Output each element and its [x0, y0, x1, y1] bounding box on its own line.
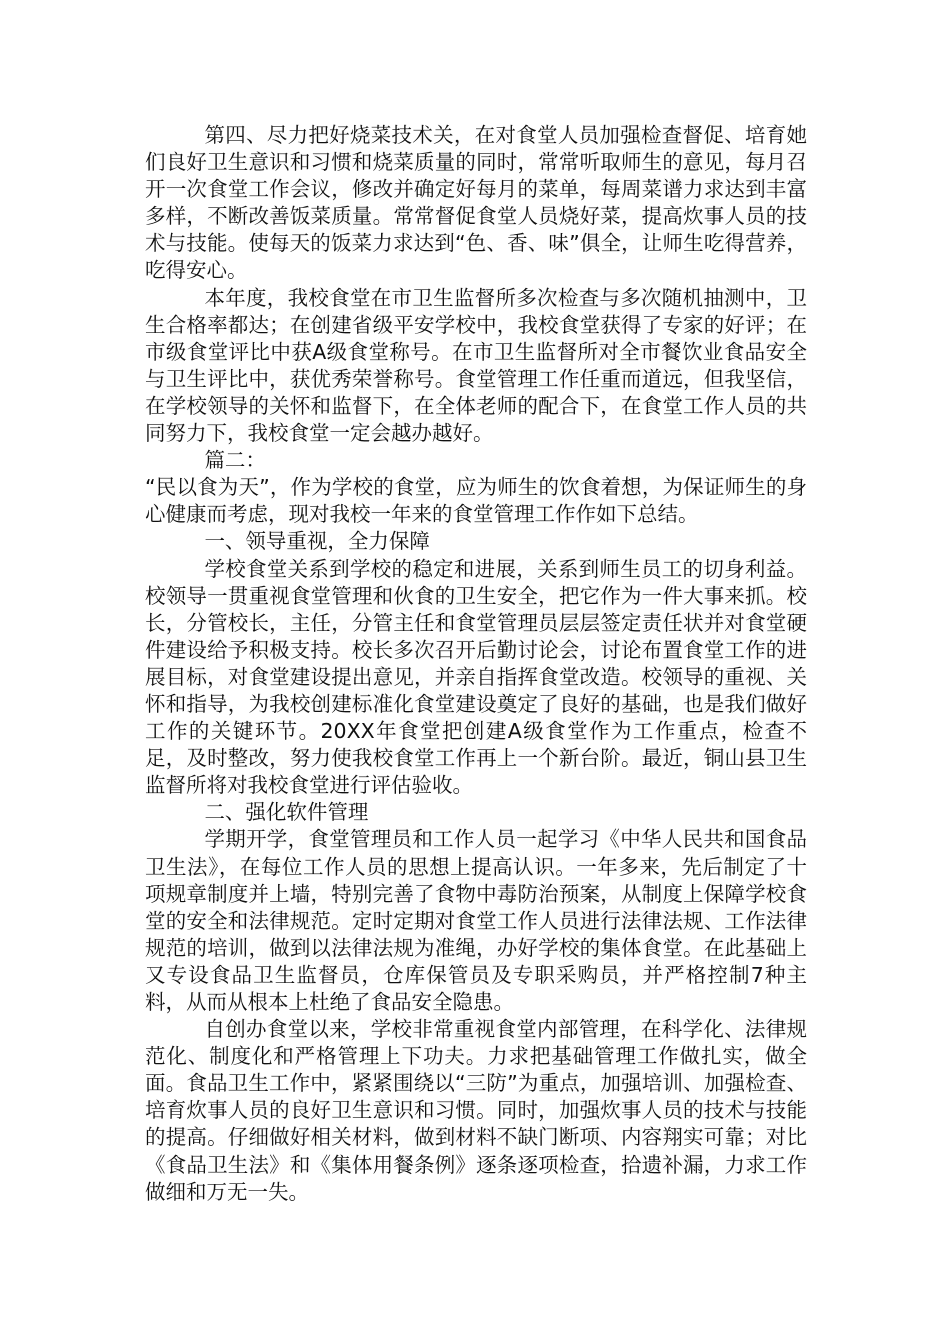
section-heading-software-management: 二、强化软件管理 [204, 800, 369, 825]
paragraph-kitchen-technique: 第四、尽力把好烧菜技术关，在对食堂人员加强检查督促、培育她们良好卫生意识和习惯和烧菜质量的同时，常常听取师生的意见，每月召开一次食堂工作会议，修改并确定好每月的菜单，每周菜谱力求达到丰富多样，不断改善饭菜质量。常常督促食堂人员烧好菜，提高炊事人员的技术与技能。使每天的饭菜力求达到“色、香、味”俱全，让师生吃得营养，吃得安心。 [145, 123, 807, 283]
paragraph-leadership: 学校食堂关系到学校的稳定和进展，关系到师生员工的切身利益。校领导一贯重视食堂管理和伙食的卫生安全，把它作为一件大事来抓。校长，分管校长，主任，分管主任和食堂管理员层层签定责任状并对食堂硬件建设给予积极支持。校长多次召开后勤讨论会，讨论布置食堂工作的进展目标，对食堂建设提出意见，并亲自指挥食堂改造。校领导的重视、关怀和指导，为我校创建标准化食堂建设奠定了良好的基础，也是我们做好工作的关键环节。20XX年食堂把创建A级食堂作为工作重点，检查不足，及时整改，努力使我校食堂工作再上一个新台阶。最近，铜山县卫生监督所将对我校食堂进行评估验收。 [145, 556, 807, 798]
paragraph-regulations: 学期开学，食堂管理员和工作人员一起学习《中华人民共和国食品卫生法》，在每位工作人员的思想上提高认识。一年多来，先后制定了十项规章制度并上墙，特别完善了食物中毒防治预案，从制度上保障学校食堂的安全和法律规范。定时定期对食堂工作人员进行法律法规、工作法律规范的培训，做到以法律法规为准绳，办好学校的集体食堂。在此基础上又专设食品卫生监督员，仓库保管员及专职采购员，并严格控制7种主料，从而从根本上杜绝了食品安全隐患。 [145, 827, 807, 1014]
section-heading-part-two: 篇二： [204, 448, 266, 473]
paragraph-part-two-intro: “民以食为天”，作为学校的食堂，应为师生的饮食着想，为保证师生的身心健康而考虑，现对我校一年来的食堂管理工作作如下总结。 [145, 475, 807, 527]
paragraph-internal-management: 自创办食堂以来，学校非常重视食堂内部管理，在科学化、法律规范化、制度化和严格管理上下功夫。力求把基础管理工作做扎实，做全面。食品卫生工作中，紧紧围绕以“三防”为重点，加强培训、加强检查、培育炊事人员的良好卫生意识和习惯。同时，加强炊事人员的技术与技能的提高。仔细做好相关材料，做到材料不缺门断项、内容翔实可靠；对比《食品卫生法》和《集体用餐条例》逐条逐项检查，拾遗补漏，力求工作做细和万无一失。 [145, 1017, 807, 1204]
paragraph-annual-results: 本年度，我校食堂在市卫生监督所多次检查与多次随机抽测中，卫生合格率都达；在创建省级平安学校中，我校食堂获得了专家的好评；在市级食堂评比中获A级食堂称号。在市卫生监督所对全市餐饮业食品安全与卫生评比中，获优秀荣誉称号。食堂管理工作任重而道远，但我坚信，在学校领导的关怀和监督下，在全体老师的配合下，在食堂工作人员的共同努力下，我校食堂一定会越办越好。 [145, 285, 807, 446]
section-heading-leadership: 一、领导重视，全力保障 [204, 529, 430, 554]
document-body [145, 122, 807, 1206]
